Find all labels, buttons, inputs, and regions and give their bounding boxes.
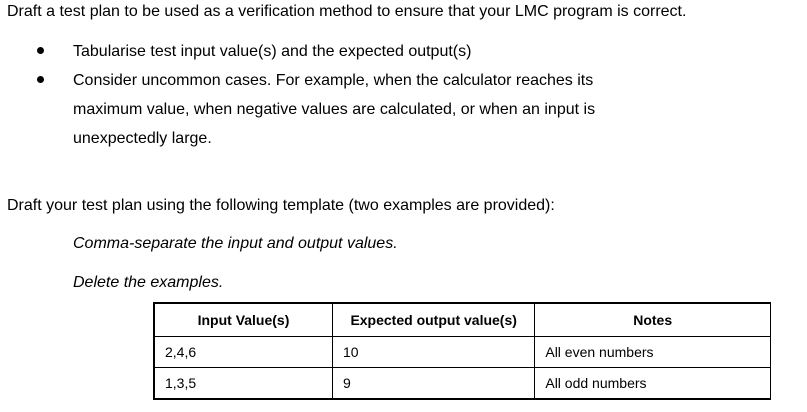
table-cell-expected-output: 9 <box>332 368 534 400</box>
instruction-note: Comma-separate the input and output values. <box>73 235 398 252</box>
bullet-list <box>0 37 807 153</box>
table-cell-input: 2,4,6 <box>154 337 332 368</box>
bullet-text: Consider uncommon cases. For example, when the calculator reaches its maximum value, when negative values are calculated, or when an input is unexpectedly large. <box>73 72 596 147</box>
column-header-input: Input Value(s) <box>154 303 332 337</box>
bullet-text: Tabularise test input value(s) and the expected output(s) <box>73 43 472 60</box>
table-cell-expected-output: 10 <box>332 337 534 368</box>
instruction-note: Delete the examples. <box>73 274 224 291</box>
table-header-row <box>154 303 771 337</box>
table-row <box>154 337 771 368</box>
intro-paragraph: Draft a test plan to be used as a verification method to ensure that your LMC program is correct. <box>7 3 687 20</box>
list-item <box>0 37 807 66</box>
table-cell-input: 1,3,5 <box>154 368 332 400</box>
test-plan-table <box>153 302 771 400</box>
bullet-icon <box>37 76 44 83</box>
column-header-expected-output: Expected output value(s) <box>332 303 534 337</box>
list-item <box>0 66 807 153</box>
column-header-notes: Notes <box>535 303 771 337</box>
table-row <box>154 368 771 400</box>
template-instruction: Draft your test plan using the following template (two examples are provided): <box>7 197 555 214</box>
bullet-icon <box>37 47 44 54</box>
table-cell-notes: All odd numbers <box>535 368 771 400</box>
table-cell-notes: All even numbers <box>535 337 771 368</box>
